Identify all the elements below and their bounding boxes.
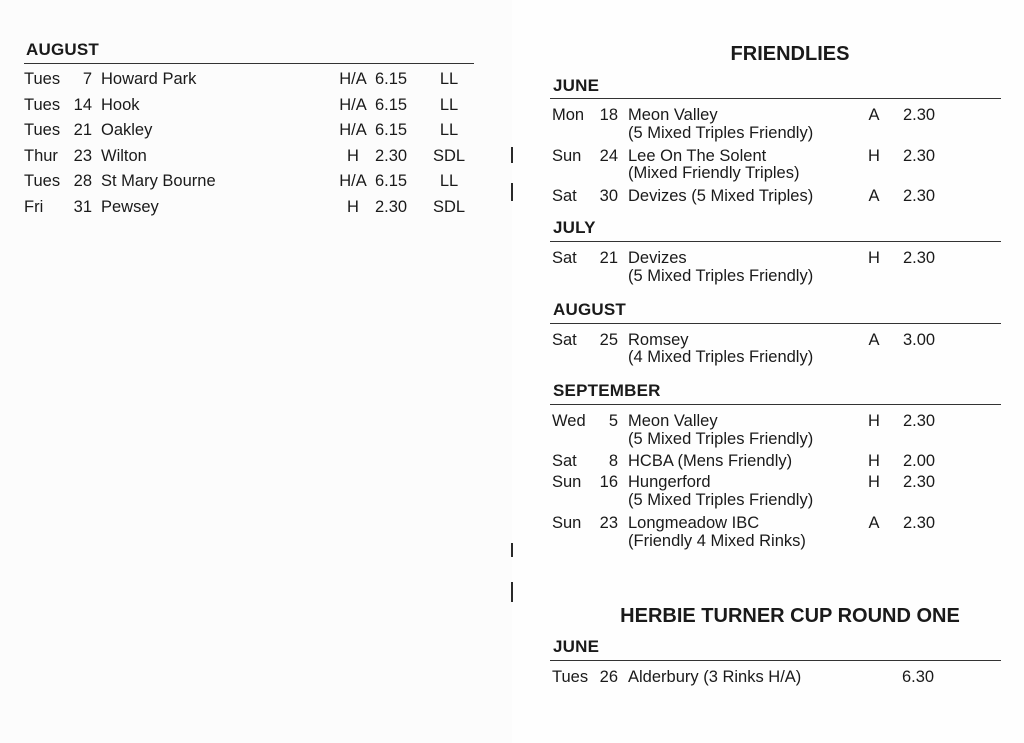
fixture-time: 6.15: [375, 96, 408, 114]
fixture-time: 6.30: [902, 668, 935, 686]
fixture-venue: H: [868, 147, 880, 165]
fixture-opponent: HCBA (Mens Friendly): [628, 452, 793, 470]
fixture-time: 6.15: [375, 121, 408, 139]
fixture-date: 30: [599, 187, 618, 205]
fixture-date: 26: [599, 668, 618, 686]
fixture-day: Tues: [24, 172, 61, 190]
fixture-day: Sun: [552, 473, 582, 491]
fixture-opponent: Pewsey: [101, 198, 159, 216]
fixture-day: Thur: [24, 147, 58, 165]
fixture-opponent: Devizes (5 Mixed Triples): [628, 187, 814, 205]
fixture-opponent: Longmeadow IBC: [628, 514, 760, 532]
fixture-opponent: Oakley: [101, 121, 153, 139]
fixture-opponent: Meon Valley: [628, 106, 718, 124]
fixture-detail: (5 Mixed Triples Friendly): [628, 124, 814, 142]
august-rule: [24, 63, 474, 64]
fixture-time: 2.30: [903, 473, 936, 491]
fixture-opponent: Hungerford: [628, 473, 711, 491]
friendlies-title: FRIENDLIES: [730, 43, 850, 65]
august-friendly-rule: [550, 323, 1001, 324]
herbie-june-heading: JUNE: [553, 637, 600, 656]
fixture-day: Tues: [24, 96, 61, 114]
fixture-day: Fri: [24, 198, 44, 216]
fixture-venue: H/A: [339, 172, 367, 190]
fixture-detail: (4 Mixed Triples Friendly): [628, 348, 814, 366]
fixture-date: 21: [73, 121, 92, 139]
fixture-date: 21: [599, 249, 618, 267]
fixture-date: 8: [608, 452, 618, 470]
fixture-time: 2.30: [903, 249, 936, 267]
july-heading: JULY: [553, 218, 596, 237]
fixture-day: Wed: [552, 412, 586, 430]
fixture-day: Tues: [552, 668, 589, 686]
fixture-day: Mon: [552, 106, 585, 124]
fixture-opponent: St Mary Bourne: [101, 172, 216, 190]
fixture-competition: LL: [439, 121, 459, 139]
fixture-day: Sat: [552, 331, 577, 349]
fold-mark: [511, 582, 513, 602]
fixture-detail: (Mixed Friendly Triples): [628, 164, 800, 182]
fixture-opponent: Hook: [101, 96, 140, 114]
fixture-detail: (5 Mixed Triples Friendly): [628, 430, 814, 448]
fixture-detail: (5 Mixed Triples Friendly): [628, 267, 814, 285]
fixture-date: 23: [73, 147, 92, 165]
fixture-competition: LL: [439, 172, 459, 190]
fixture-detail: (Friendly 4 Mixed Rinks): [628, 532, 806, 550]
fixture-date: 31: [73, 198, 92, 216]
fixture-time: 2.30: [903, 106, 936, 124]
fixture-date: 5: [608, 412, 618, 430]
september-rule: [550, 404, 1001, 405]
fixture-detail: (5 Mixed Triples Friendly): [628, 491, 814, 509]
fixture-venue: H/A: [339, 96, 367, 114]
fixture-opponent: Meon Valley: [628, 412, 718, 430]
fixture-time: 2.30: [903, 187, 936, 205]
fixture-competition: SDL: [432, 198, 466, 216]
fixture-date: 24: [599, 147, 618, 165]
fixture-opponent: Wilton: [101, 147, 147, 165]
fixture-time: 2.30: [903, 147, 936, 165]
fixture-competition: LL: [439, 70, 459, 88]
fixture-venue: A: [868, 187, 880, 205]
fixture-day: Tues: [24, 70, 61, 88]
fixture-date: 25: [599, 331, 618, 349]
fixture-venue: H: [868, 452, 880, 470]
fixture-date: 23: [599, 514, 618, 532]
right-page: [512, 0, 1024, 743]
fold-mark: [511, 183, 513, 201]
fixture-venue: H/A: [339, 121, 367, 139]
fixture-time: 6.15: [375, 172, 408, 190]
fixture-date: 14: [73, 96, 92, 114]
fixture-competition: LL: [439, 96, 459, 114]
fixture-date: 28: [73, 172, 92, 190]
fixture-venue: A: [868, 514, 880, 532]
fixture-day: Sat: [552, 452, 577, 470]
fixture-venue: H: [868, 249, 880, 267]
fixture-time: 6.15: [375, 70, 408, 88]
august-heading: AUGUST: [26, 40, 99, 59]
fixture-time: 3.00: [903, 331, 936, 349]
herbie-june-rule: [550, 660, 1001, 661]
fixture-date: 16: [599, 473, 618, 491]
september-heading: SEPTEMBER: [553, 381, 661, 400]
fixture-day: Sat: [552, 187, 577, 205]
fixture-time: 2.30: [375, 147, 408, 165]
fixture-competition: SDL: [432, 147, 466, 165]
fixture-venue: H: [347, 198, 359, 216]
fixture-opponent: Alderbury (3 Rinks H/A): [628, 668, 802, 686]
fixture-time: 2.30: [375, 198, 408, 216]
fold-mark: [511, 543, 513, 557]
august-friendly-heading: AUGUST: [553, 300, 626, 319]
fixture-venue: A: [868, 106, 880, 124]
july-rule: [550, 241, 1001, 242]
june-rule: [550, 98, 1001, 99]
fixture-opponent: Lee On The Solent: [628, 147, 767, 165]
june-heading: JUNE: [553, 76, 600, 95]
fixture-time: 2.00: [903, 452, 936, 470]
fixture-time: 2.30: [903, 412, 936, 430]
fixture-date: 7: [82, 70, 92, 88]
fixture-day: Sun: [552, 514, 582, 532]
herbie-turner-title: HERBIE TURNER CUP ROUND ONE: [620, 605, 960, 627]
fixture-day: Sat: [552, 249, 577, 267]
fixture-opponent: Romsey: [628, 331, 689, 349]
fixture-venue: A: [868, 331, 880, 349]
fixture-time: 2.30: [903, 514, 936, 532]
fixture-venue: H/A: [339, 70, 367, 88]
fixture-venue: H: [868, 473, 880, 491]
fold-mark: [511, 147, 513, 163]
fixture-venue: H: [868, 412, 880, 430]
fixture-opponent: Howard Park: [101, 70, 197, 88]
fixture-date: 18: [599, 106, 618, 124]
fixture-opponent: Devizes: [628, 249, 687, 267]
fixture-day: Tues: [24, 121, 61, 139]
fixture-venue: H: [347, 147, 359, 165]
fixture-day: Sun: [552, 147, 582, 165]
